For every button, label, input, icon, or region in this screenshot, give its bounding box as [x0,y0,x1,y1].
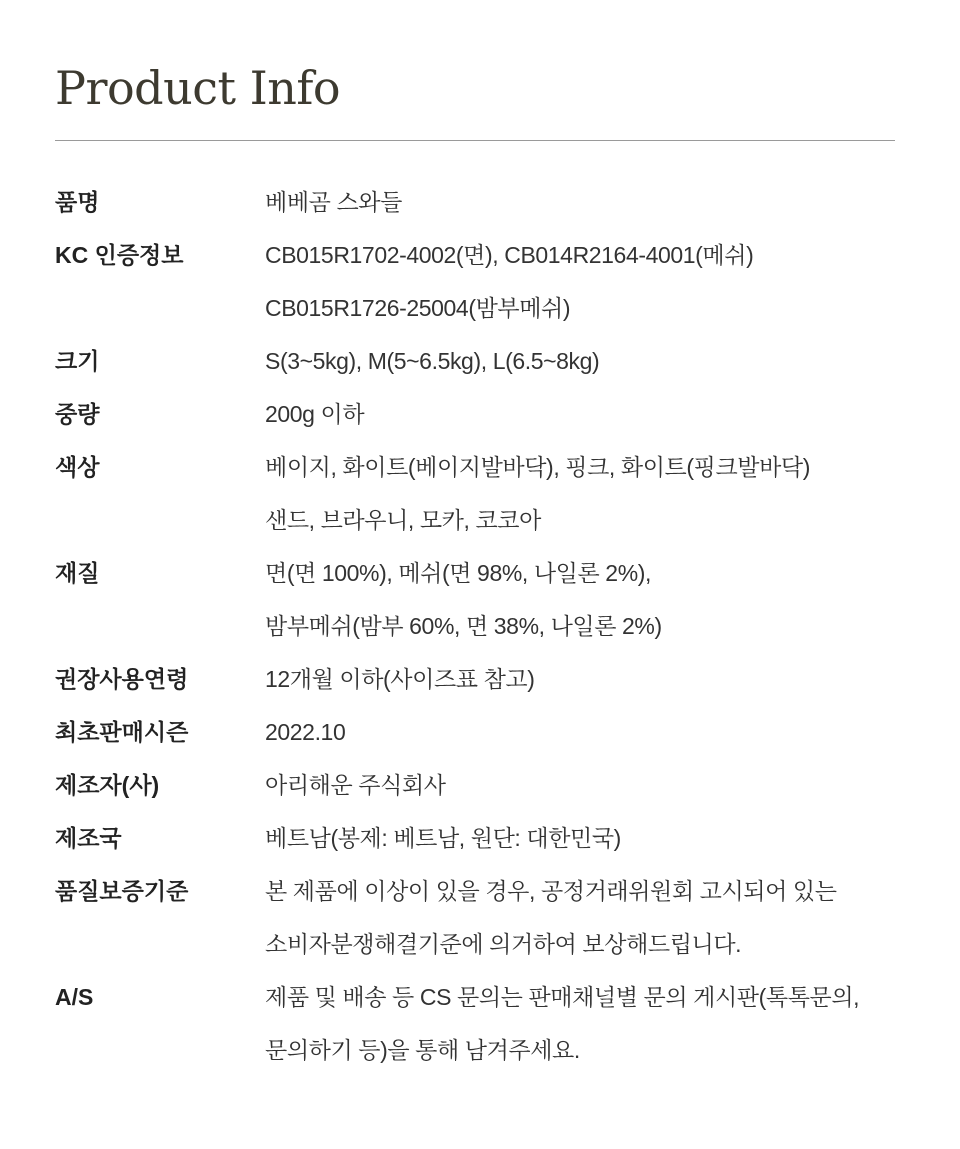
info-label: KC 인증정보 [55,242,184,268]
info-label: A/S [55,984,94,1010]
info-values [265,388,895,441]
info-row [55,176,895,229]
info-row [55,971,895,1077]
info-value-line: 소비자분쟁해결기준에 의거하여 보상해드립니다. [265,931,742,957]
info-value-line: 200g 이하 [265,401,365,427]
info-row [55,335,895,388]
info-row [55,547,895,653]
info-label: 색상 [55,454,100,480]
info-row [55,388,895,441]
product-info-list [55,176,895,1077]
info-label: 최초판매시즌 [55,719,189,745]
info-value-line: 문의하기 등)을 통해 남겨주세요. [265,1037,580,1063]
info-value-line: 제품 및 배송 등 CS 문의는 판매채널별 문의 게시판(톡톡문의, [265,984,860,1010]
info-label: 품질보증기준 [55,878,189,904]
info-values [265,229,895,335]
info-value-line: 아리해운 주식회사 [265,772,446,798]
info-value-line: 본 제품에 이상이 있을 경우, 공정거래위원회 고시되어 있는 [265,878,837,904]
info-value-line: 2022.10 [265,719,346,745]
info-values [265,176,895,229]
info-label: 중량 [55,401,100,427]
info-row [55,865,895,971]
info-value-line: 베이지, 화이트(베이지발바닥), 핑크, 화이트(핑크발바닥) [265,454,810,480]
info-values [265,865,895,971]
info-row [55,706,895,759]
title-divider [55,140,895,141]
info-values [265,759,895,812]
info-value-line: 면(면 100%), 메쉬(면 98%, 나일론 2%), [265,560,652,586]
info-row [55,441,895,547]
info-row [55,229,895,335]
info-values [265,441,895,547]
info-row [55,759,895,812]
info-values [265,547,895,653]
info-value-line: 베베곰 스와들 [265,189,402,215]
info-values [265,971,895,1077]
info-value-line: S(3~5kg), M(5~6.5kg), L(6.5~8kg) [265,348,600,374]
info-value-line: 밤부메쉬(밤부 60%, 면 38%, 나일론 2%) [265,613,662,639]
info-values [265,653,895,706]
info-label: 재질 [55,560,100,586]
info-value-line: CB015R1726-25004(밤부메쉬) [265,295,571,321]
info-label: 품명 [55,189,100,215]
info-label: 크기 [55,348,100,374]
info-label: 제조국 [55,825,122,851]
info-values [265,706,895,759]
info-value-line: 샌드, 브라우니, 모카, 코코아 [265,507,541,533]
info-row [55,653,895,706]
page-title: Product Info [55,61,341,115]
info-row [55,812,895,865]
info-value-line: CB015R1702-4002(면), CB014R2164-4001(메쉬) [265,242,754,268]
info-value-line: 베트남(봉제: 베트남, 원단: 대한민국) [265,825,621,851]
info-value-line: 12개월 이하(사이즈표 참고) [265,666,535,692]
info-label: 권장사용연령 [55,666,189,692]
info-values [265,335,895,388]
info-values [265,812,895,865]
info-label: 제조자(사) [55,772,160,798]
